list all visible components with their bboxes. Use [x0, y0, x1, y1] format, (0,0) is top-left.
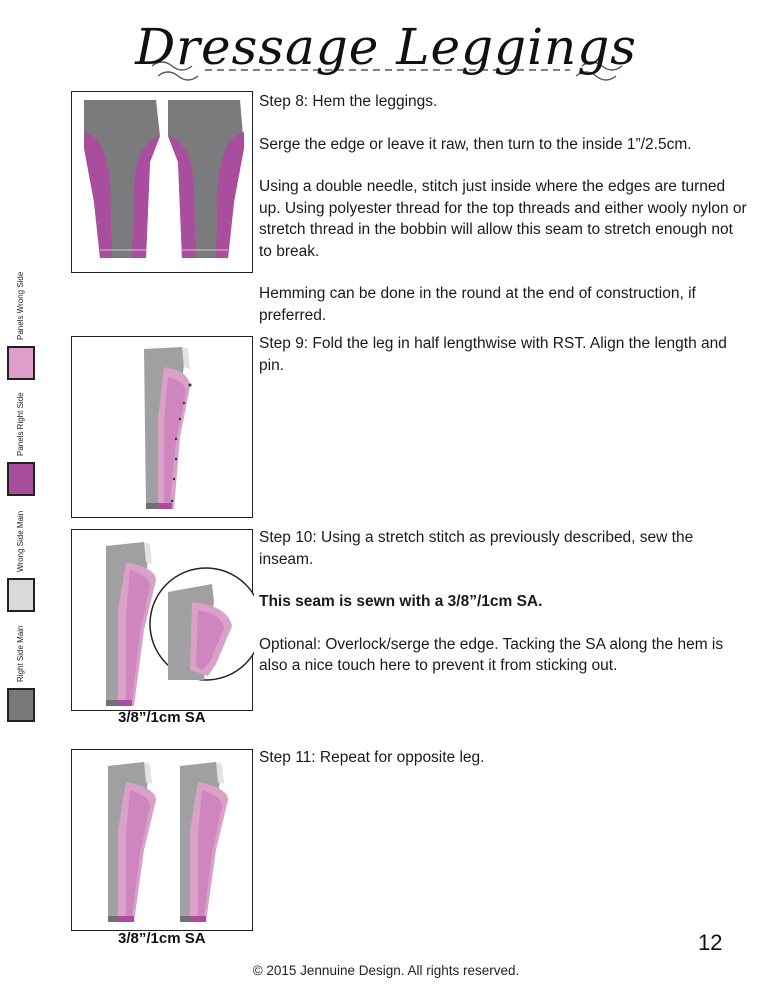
step11-heading: Step 11: Repeat for opposite leg.	[259, 749, 485, 766]
legend-label-panels-right-side: Panels Right Side	[16, 392, 25, 456]
legend-label-right-side-main: Right Side Main	[16, 625, 25, 682]
legend-label-wrong-side-main: Wrong Side Main	[16, 510, 25, 572]
step10-paragraph: Optional: Overlock/serge the edge. Tacking the SA along the hem is also a nice touch here to prevent it from sticking out.	[259, 635, 724, 674]
page-header	[0, 8, 772, 88]
step9-heading: Step 9: Fold the leg in half lengthwise with RST. Align the length and pin.	[259, 335, 727, 374]
legend-swatch-wrong-side-main	[7, 578, 35, 612]
legend-swatch-panels-right-side	[7, 462, 35, 496]
page-number: 12	[698, 930, 723, 955]
legend-swatch-right-side-main	[7, 688, 35, 722]
step11-sa-label: 3/8”/1cm SA	[118, 930, 206, 947]
step11-illustration	[71, 749, 253, 931]
page-title: Dressage Leggings	[135, 18, 637, 76]
step8-text	[259, 91, 749, 347]
step8-paragraph: Hemming can be done in the round at the end of construction, if preferred.	[259, 285, 696, 324]
step10-seam-note: This seam is sewn with a 3/8”/1cm SA.	[259, 593, 543, 610]
step8-paragraph: Using a double needle, stitch just inside where the edges are turned up. Using polyester thread for the top threads and either wooly nylon or stretch thread in the bobbin will allow this seam to stretch enough not to break.	[259, 178, 747, 260]
copyright-footer: © 2015 Jennuine Design. All rights reserved.	[252, 963, 520, 978]
step10-sa-label: 3/8”/1cm SA	[118, 709, 206, 726]
step10-text	[259, 527, 749, 698]
step9-illustration	[71, 336, 253, 518]
step10-heading: Step 10: Using a stretch stitch as previously described, sew the inseam.	[259, 529, 694, 568]
legend-label-panels-wrong-side: Panels Wrong Side	[16, 271, 25, 340]
step8-paragraph: Serge the edge or leave it raw, then turn to the inside 1”/2.5cm.	[259, 135, 692, 153]
step11-text	[259, 747, 749, 790]
step8-illustration	[71, 91, 253, 273]
step9-text	[259, 333, 749, 397]
step8-heading: Step 8: Hem the leggings.	[259, 93, 438, 110]
step10-illustration	[71, 529, 253, 711]
legend-swatch-panels-wrong-side	[7, 346, 35, 380]
